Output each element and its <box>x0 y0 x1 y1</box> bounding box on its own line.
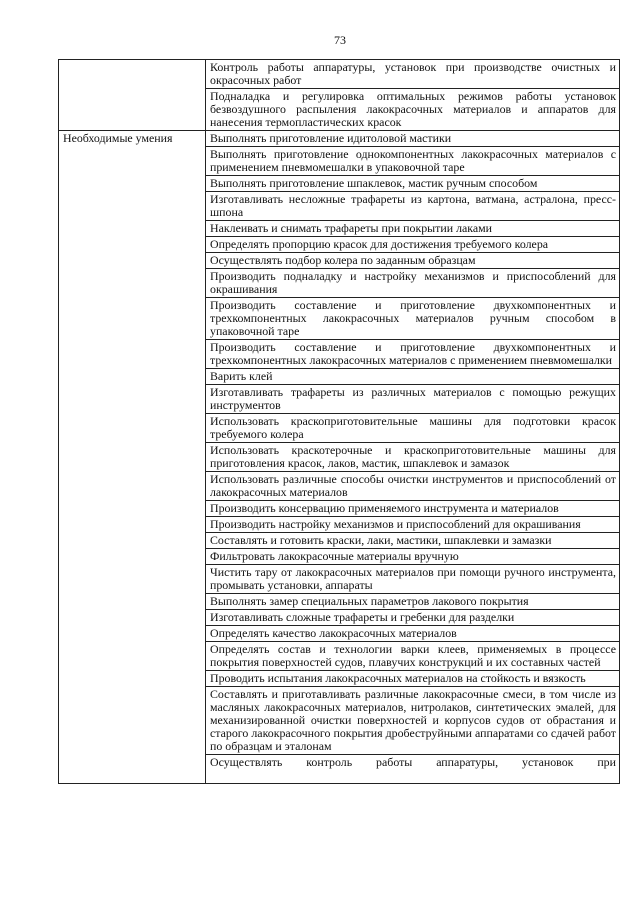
skill-text: Варить клей <box>210 369 273 383</box>
skill-cell <box>206 253 620 269</box>
skill-text: Производить консервацию применяемого инструмента и материалов <box>210 501 559 515</box>
skill-text: Фильтровать лакокрасочные материалы вручную <box>210 549 459 563</box>
skill-cell <box>206 443 620 472</box>
skill-cell <box>206 565 620 594</box>
skill-cell <box>206 671 620 687</box>
skill-text: Изготавливать сложные трафареты и гребенки для разделки <box>210 610 515 624</box>
requirements-table <box>58 59 620 784</box>
skill-text: Изготавливать трафареты из различных материалов с помощью режущих инструментов <box>210 385 616 412</box>
skill-cell <box>206 549 620 565</box>
skill-text: Использовать краскоприготовительные машины для подготовки красок требуемого колера <box>210 414 616 441</box>
group-label-cell: Необходимые умения <box>59 131 206 784</box>
skill-cell <box>206 642 620 671</box>
skill-text: Производить настройку механизмов и приспособлений для окрашивания <box>210 517 581 531</box>
skill-text: Производить составление и приготовление двухкомпонентных и трехкомпонентных лакокрасочных материалов ручным способом в упаковочной таре <box>210 298 616 338</box>
skill-text: Чистить тару от лакокрасочных материалов при помощи ручного инструмента, промывать установки, аппараты <box>210 565 616 592</box>
skill-text: Определять состав и технологии варки клеев, применяемых в процессе покрытия поверхностей судов, плавучих конструкций и их составных частей <box>210 642 616 669</box>
skill-cell <box>206 610 620 626</box>
group-label-cell <box>59 60 206 131</box>
skill-cell <box>206 533 620 549</box>
skill-cell <box>206 298 620 340</box>
skill-cell <box>206 192 620 221</box>
skill-text: Производить составление и приготовление двухкомпонентных и трехкомпонентных лакокрасочных материалов с применением пневмомешалки <box>210 340 616 367</box>
skill-cell <box>206 340 620 369</box>
skill-text: Использовать краскотерочные и краскоприготовительные машины для приготовления красок, лаков, мастик, шпаклевок и замазок <box>210 443 616 470</box>
skill-text: Наклеивать и снимать трафареты при покрытии лаками <box>210 221 493 235</box>
requirement-cell <box>206 89 620 131</box>
skill-cell <box>206 237 620 253</box>
skill-text: Осуществлять контроль работы аппаратуры, установок при <box>210 755 616 769</box>
skill-cell <box>206 147 620 176</box>
skill-cell <box>206 176 620 192</box>
skill-text: Использовать различные способы очистки инструментов и приспособлений от лакокрасочных материалов <box>210 472 616 499</box>
skill-text: Составлять и приготавливать различные лакокрасочные смеси, в том числе из масляных лакокрасочных материалов, нитролаков, синтетических эмалей, для механизированной очистки поверхностей и корпусов судов от обрастания и старого лакокрасочного покрытия дробеструйными аппаратами со сдачей работ по образцам и эталонам <box>210 687 616 753</box>
skill-cell <box>206 517 620 533</box>
skill-cell <box>206 594 620 610</box>
skill-text: Определять пропорцию красок для достижения требуемого колера <box>210 237 549 251</box>
page-number: 73 <box>334 33 346 47</box>
skill-text: Выполнять приготовление идитоловой мастики <box>210 131 452 145</box>
skill-cell <box>206 369 620 385</box>
skill-text: Выполнять приготовление однокомпонентных лакокрасочных материалов с применением пневмомешалки в упаковочной таре <box>210 147 616 174</box>
requirement-text: Контроль работы аппаратуры, установок при производстве очистных и окрасочных работ <box>210 60 616 87</box>
skill-text: Составлять и готовить краски, лаки, мастики, шпаклевки и замазки <box>210 533 552 547</box>
skill-cell <box>206 687 620 755</box>
skill-text: Изготавливать несложные трафареты из картона, ватмана, астралона, пресс-шпона <box>210 192 616 219</box>
table-row <box>59 60 620 89</box>
skill-cell <box>206 755 620 784</box>
skill-text: Производить подналадку и настройку механизмов и приспособлений для окрашивания <box>210 269 616 296</box>
skill-cell <box>206 385 620 414</box>
skill-cell <box>206 501 620 517</box>
skill-text: Определять качество лакокрасочных материалов <box>210 626 457 640</box>
requirement-text: Подналадка и регулировка оптимальных режимов работы установок безвоздушного распыления лакокрасочных материалов и аппаратов для нанесения термопластических красок <box>210 89 616 129</box>
skill-text: Осуществлять подбор колера по заданным образцам <box>210 253 476 267</box>
table-row <box>59 131 620 147</box>
skill-cell <box>206 269 620 298</box>
skill-cell <box>206 414 620 443</box>
requirement-cell <box>206 60 620 89</box>
skill-text: Проводить испытания лакокрасочных материалов на стойкость и вязкость <box>210 671 586 685</box>
skill-cell <box>206 626 620 642</box>
skill-text: Выполнять замер специальных параметров лакового покрытия <box>210 594 529 608</box>
skill-cell <box>206 472 620 501</box>
skill-text: Выполнять приготовление шпаклевок, мастик ручным способом <box>210 176 538 190</box>
skill-cell <box>206 221 620 237</box>
skill-cell <box>206 131 620 147</box>
